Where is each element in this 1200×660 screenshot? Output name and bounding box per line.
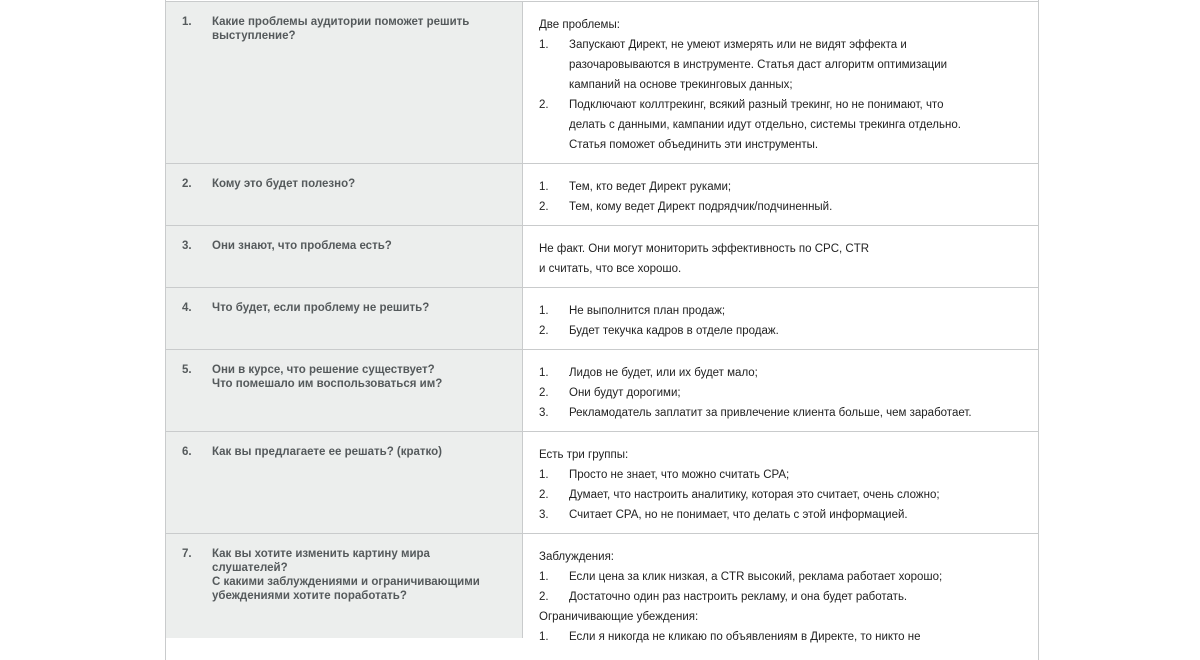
list-item-text: Если я никогда не кликаю по объявлениям в Директе, то никто не: [569, 631, 921, 643]
list-item: [539, 505, 1022, 525]
list-item: [539, 197, 1022, 217]
list-item-text: Если цена за клик низкая, а CTR высокий, реклама работает хорошо;: [569, 571, 943, 583]
list-item-number: 3.: [539, 407, 549, 419]
list-item: [539, 35, 1022, 95]
list-item-number: 1.: [539, 39, 549, 51]
list-item: [539, 627, 1022, 647]
question-text: Они в курсе, что решение существует? Что помешало им воспользоваться им?: [212, 364, 443, 390]
table-row: [166, 1, 1038, 163]
list-item-text: Подключают коллтрекинг, всякий разный трекинг, но не понимают, что: [569, 99, 944, 111]
question-number: 5.: [182, 364, 192, 376]
answer-cell: [523, 2, 1038, 163]
table-row: [166, 225, 1038, 287]
list-item: [539, 321, 1022, 341]
answer-cell: [523, 288, 1038, 349]
answer-cell: [523, 350, 1038, 431]
list-item: [539, 383, 1022, 403]
question-number: 6.: [182, 446, 192, 458]
list-item-number: 1.: [539, 469, 549, 481]
answer-intro: Две проблемы:: [539, 19, 620, 31]
list-item: [539, 301, 1022, 321]
table-row: [166, 349, 1038, 431]
question-cell: [166, 534, 523, 638]
question-number: 4.: [182, 302, 192, 314]
list-item-text: Запускают Директ, не умеют измерять или не видят эффекта и: [569, 39, 907, 51]
list-item: [539, 403, 1022, 423]
questionnaire-table: [165, 0, 1039, 660]
list-item-text: Считает CPA, но не понимает, что делать с этой информацией.: [569, 509, 908, 521]
list-item-number: 1.: [539, 571, 549, 583]
list-item-number: 1.: [539, 181, 549, 193]
list-item-number: 3.: [539, 509, 549, 521]
list-item-text: Рекламодатель заплатит за привлечение клиента больше, чем заработает.: [569, 407, 972, 419]
list-item-text: кампаний на основе трекинговых данных;: [569, 79, 793, 91]
list-item: [539, 177, 1022, 197]
list-item-number: 2.: [539, 387, 549, 399]
question-cell: [166, 432, 523, 533]
question-number: 2.: [182, 178, 192, 190]
list-item-number: 1.: [539, 631, 549, 643]
answer-text: и считать, что все хорошо.: [539, 263, 682, 275]
list-item: [539, 95, 1022, 155]
list-item: [539, 363, 1022, 383]
list-item-text: Думает, что настроить аналитику, которая это считает, очень сложно;: [569, 489, 940, 501]
table-row: [166, 431, 1038, 533]
question-text: Что будет, если проблему не решить?: [212, 302, 430, 314]
list-item-number: 1.: [539, 367, 549, 379]
list-item: [539, 465, 1022, 485]
answer-cell: [523, 534, 1038, 643]
list-item-text: Достаточно один раз настроить рекламу, и она будет работать.: [569, 591, 908, 603]
list-item: [539, 567, 1022, 587]
list-item-text: Будет текучка кадров в отделе продаж.: [569, 325, 779, 337]
answer-cell: [523, 164, 1038, 225]
list-item-text: Лидов не будет, или их будет мало;: [569, 367, 758, 379]
table-row: [166, 163, 1038, 225]
list-item-number: 2.: [539, 201, 549, 213]
list-item-number: 2.: [539, 489, 549, 501]
list-item-text: Статья поможет объединить эти инструменты.: [569, 139, 819, 151]
answer-intro: Заблуждения:: [539, 551, 614, 563]
table-row: [166, 287, 1038, 349]
question-text: Они знают, что проблема есть?: [212, 240, 392, 252]
answer-intro: Есть три группы:: [539, 449, 629, 461]
list-item-number: 2.: [539, 325, 549, 337]
question-text: Как вы предлагаете ее решать? (кратко): [212, 446, 443, 458]
list-item-text: Они будут дорогими;: [569, 387, 681, 399]
answer-intro: Ограничивающие убеждения:: [539, 611, 699, 623]
question-cell: [166, 350, 523, 431]
list-item-text: Тем, кто ведет Директ руками;: [569, 181, 732, 193]
answer-cell: [523, 226, 1038, 287]
list-item-text: Не выполнится план продаж;: [569, 305, 726, 317]
question-cell: [166, 164, 523, 225]
list-item-number: 2.: [539, 99, 549, 111]
list-item: [539, 587, 1022, 607]
list-item: [539, 485, 1022, 505]
list-item-text: разочаровываются в инструменте. Статья даст алгоритм оптимизации: [569, 59, 948, 71]
list-item-number: 1.: [539, 305, 549, 317]
question-text: Кому это будет полезно?: [212, 178, 356, 190]
question-text: Какие проблемы аудитории поможет решить выступление?: [212, 16, 470, 42]
list-item-text: Просто не знает, что можно считать CPA;: [569, 469, 790, 481]
question-text: Как вы хотите изменить картину мира слушателей? С какими заблуждениями и ограничивающими убеждениями хотите поработать?: [212, 548, 480, 602]
answer-text: Не факт. Они могут мониторить эффективность по CPC, CTR: [539, 243, 870, 255]
list-item-text: Тем, кому ведет Директ подрядчик/подчиненный.: [569, 201, 833, 213]
question-number: 3.: [182, 240, 192, 252]
question-cell: [166, 226, 523, 287]
answer-cell: [523, 432, 1038, 533]
table-row: [166, 533, 1038, 643]
question-cell: [166, 288, 523, 349]
question-cell: [166, 2, 523, 163]
question-number: 1.: [182, 16, 192, 28]
list-item-number: 2.: [539, 591, 549, 603]
list-item-text: делать с данными, кампании идут отдельно, системы трекинга отдельно.: [569, 119, 961, 131]
question-number: 7.: [182, 548, 192, 560]
